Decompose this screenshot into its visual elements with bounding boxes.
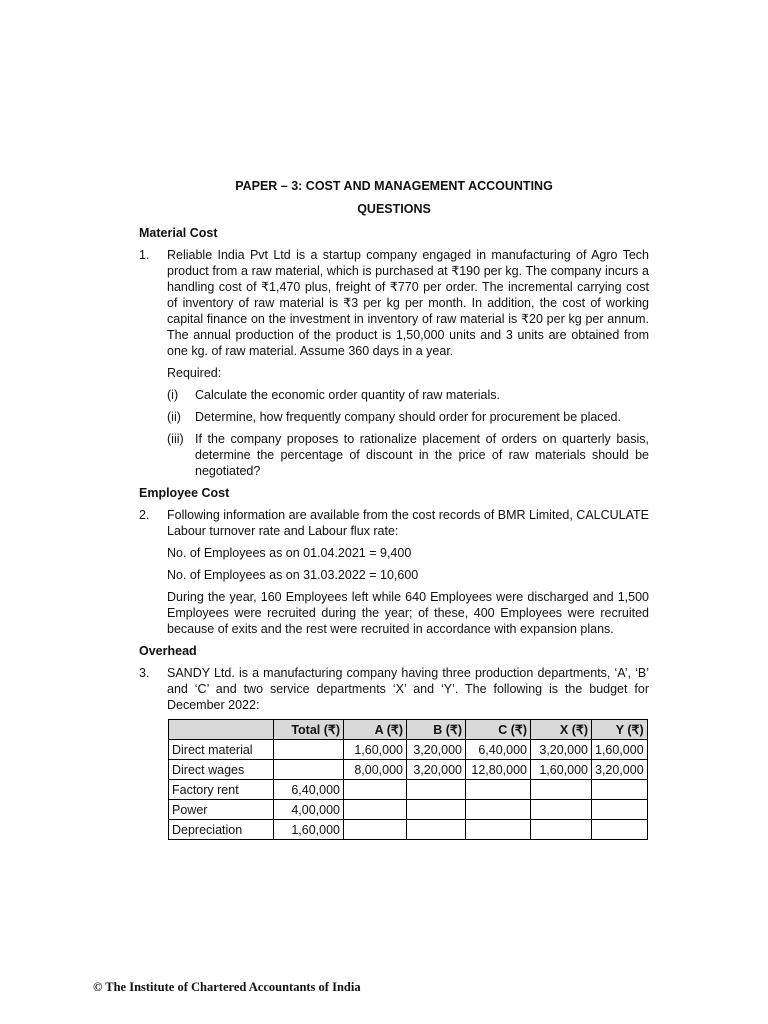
table-cell [531,780,592,800]
table-cell [531,820,592,840]
table-cell [531,800,592,820]
table-cell: 1,60,000 [274,820,344,840]
sub-question-number: (i) [167,388,179,402]
table-cell [592,780,648,800]
table-cell: 3,20,000 [407,740,466,760]
table-row [169,780,648,800]
document-page [139,178,649,840]
required-label: Required: [167,366,222,380]
table-cell: 6,40,000 [466,740,531,760]
employees-closing: No. of Employees as on 31.03.2022 = 10,600 [167,568,419,582]
table-row [169,820,648,840]
sub-question [167,387,649,403]
sub-question [167,431,649,479]
sub-question-number: (iii) [167,432,184,446]
table-header-cell: Total (₹) [274,720,344,740]
section-heading-questions: QUESTIONS [357,202,431,216]
budget-table [168,719,648,840]
table-row [169,760,648,780]
table-header-cell: A (₹) [344,720,407,740]
table-cell [407,780,466,800]
sub-question-text: Calculate the economic order quantity of raw materials. [195,388,501,402]
table-cell [592,800,648,820]
section-employee-cost: Employee Cost [139,486,230,500]
table-cell [344,780,407,800]
table-cell: 8,00,000 [344,760,407,780]
section-overhead: Overhead [139,644,197,658]
table-cell: 3,20,000 [592,760,648,780]
table-cell: 6,40,000 [274,780,344,800]
employees-opening: No. of Employees as on 01.04.2021 = 9,400 [167,546,412,560]
question-3 [139,665,649,713]
row-label: Direct wages [169,760,274,780]
table-header-cell: C (₹) [466,720,531,740]
table-cell [592,820,648,840]
question-3-text: SANDY Ltd. is a manufacturing company having three production departments, ‘A’, ‘B’ and ‘C’ and two service departments ‘X’ and ‘Y’. The following is the budget for December 2022: [167,666,649,712]
row-label: Direct material [169,740,274,760]
question-1 [139,247,649,479]
table-cell: 1,60,000 [531,760,592,780]
sub-question-number: (ii) [167,410,181,424]
table-cell [407,820,466,840]
table-cell [466,800,531,820]
table-cell: 1,60,000 [592,740,648,760]
table-cell: 4,00,000 [274,800,344,820]
table-cell: 3,20,000 [531,740,592,760]
table-cell [344,820,407,840]
row-label: Power [169,800,274,820]
question-2-text: Following information are available from the cost records of BMR Limited, CALCULATE Labour turnover rate and Labour flux rate: [167,508,649,538]
row-label: Depreciation [169,820,274,840]
row-label: Factory rent [169,780,274,800]
table-header-cell: B (₹) [407,720,466,740]
table-cell: 3,20,000 [407,760,466,780]
table-header-cell: Y (₹) [592,720,648,740]
copyright-footer: © The Institute of Chartered Accountants of India [93,980,361,994]
sub-question-text: If the company proposes to rationalize placement of orders on quarterly basis, determine the percentage of discount in the price of raw materials should be negotiated? [195,432,649,478]
sub-question [167,409,649,425]
table-cell: 12,80,000 [466,760,531,780]
table-cell [466,820,531,840]
table-cell [344,800,407,820]
question-1-text: Reliable India Pvt Ltd is a startup company engaged in manufacturing of Agro Tech product from a raw material, which is purchased at ₹190 per kg. The company incurs a handling cost of ₹1,470 plus, freight of ₹770 per order. The incremental carrying cost of inventory of raw material is ₹3 per kg per month. In addition, the cost of working capital finance on the investment in inventory of raw material is ₹20 per kg per annum. The annual production of the product is 1,50,000 units and 3 units are obtained from one kg. of raw material. Assume 360 days in a year. [167,248,649,358]
table-cell [274,760,344,780]
section-material-cost: Material Cost [139,226,218,240]
question-number: 2. [139,508,150,522]
question-2 [139,507,649,637]
question-number: 1. [139,248,150,262]
sub-question-text: Determine, how frequently company should order for procurement be placed. [195,410,621,424]
table-row [169,800,648,820]
table-row [169,740,648,760]
table-cell [466,780,531,800]
table-header-cell: X (₹) [531,720,592,740]
table-cell [407,800,466,820]
question-number: 3. [139,666,150,680]
table-cell: 1,60,000 [344,740,407,760]
question-2-details: During the year, 160 Employees left while 640 Employees were discharged and 1,500 Employees were recruited during the year; of these, 400 Employees were recruited because of exits and the rest were recruited in accordance with expansion plans. [167,590,649,636]
table-header-row [169,720,648,740]
table-cell [274,740,344,760]
table-header-cell [169,720,274,740]
paper-title: PAPER – 3: COST AND MANAGEMENT ACCOUNTING [235,179,553,193]
